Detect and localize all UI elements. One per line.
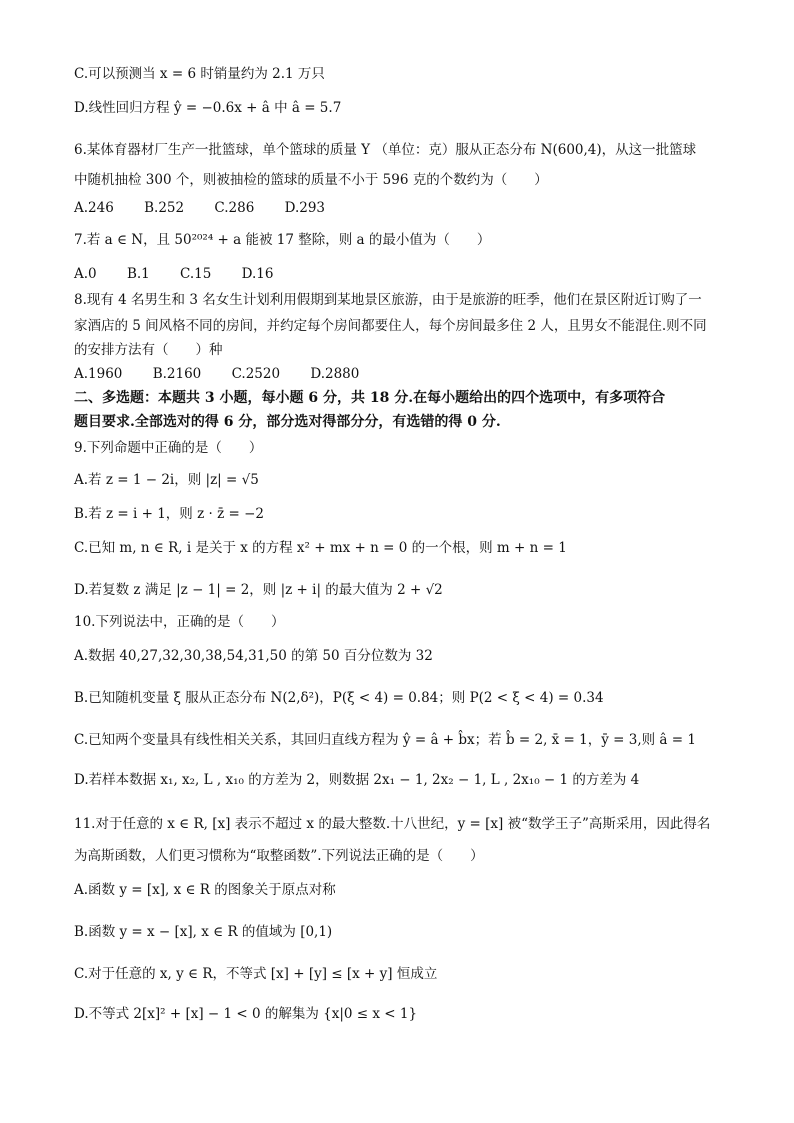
section2-header-line2: 题目要求.全部选对的得 6 分，部分选对得部分分，有选错的得 0 分.: [74, 414, 501, 430]
q6-option-c: C.286: [214, 200, 255, 216]
q9-option-a: A.若 z = 1 − 2i，则 |z| = √5: [74, 472, 259, 488]
q11-option-d: D.不等式 2[x]² + [x] − 1 < 0 的解集为 {x|0 ≤ x < 1}: [74, 1006, 418, 1022]
q8-stem-line3: 的安排方法有（ ）种: [74, 342, 223, 358]
q6-option-d: D.293: [284, 200, 326, 216]
q8-option-c: C.2520: [231, 366, 281, 382]
q9-option-d: D.若复数 z 满足 |z − 1| = 2，则 |z + i| 的最大值为 2 + √2: [74, 582, 443, 598]
q7-option-d: D.16: [241, 266, 274, 282]
q10-option-c: C.已知两个变量具有线性相关关系，其回归直线方程为 ŷ = â + b̂x；若 b̂ = 2, x̄ = 1，ȳ = 3,则 â = 1: [74, 732, 696, 748]
q5-option-d: D.线性回归方程 ŷ = −0.6x + â 中 â = 5.7: [74, 100, 342, 116]
q8-option-b: B.2160: [152, 366, 202, 382]
q9-stem: 9.下列命题中正确的是（ ）: [74, 440, 263, 456]
q6-option-a: A.246: [74, 200, 114, 216]
q10-option-b: B.已知随机变量 ξ 服从正态分布 N(2,δ²)，P(ξ < 4) = 0.84；则 P(2 < ξ < 4) = 0.34: [74, 690, 604, 706]
q8-options: [74, 364, 724, 384]
q6-stem-line2: 中随机抽检 300 个，则被抽检的篮球的质量不小于 596 克的个数约为（ ）: [74, 172, 548, 188]
q7-option-a: A.0: [74, 266, 97, 282]
q11-option-b: B.函数 y = x − [x], x ∈ R 的值域为 [0,1): [74, 924, 333, 940]
q6-option-b: B.252: [144, 200, 185, 216]
q6-options: [74, 198, 724, 218]
q7-stem: 7.若 a ∈ N，且 50²⁰²⁴ + a 能被 17 整除，则 a 的最小值为（ ）: [74, 232, 491, 248]
q8-option-a: A.1960: [74, 366, 123, 382]
q10-option-a: A.数据 40,27,32,30,38,54,31,50 的第 50 百分位数为 32: [74, 648, 433, 664]
q11-option-a: A.函数 y = [x], x ∈ R 的图象关于原点对称: [74, 882, 336, 898]
q6-stem-line1: 6.某体育器材厂生产一批篮球，单个篮球的质量 Y （单位：克）服从正态分布 N(600,4)，从这一批篮球: [74, 142, 697, 158]
q7-options: [74, 264, 724, 284]
q11-stem-line1: 11.对于任意的 x ∈ R, [x] 表示不超过 x 的最大整数.十八世纪，y = [x] 被“数学王子”高斯采用，因此得名: [74, 816, 711, 832]
q5-option-c: C.可以预测当 x = 6 时销量约为 2.1 万只: [74, 66, 325, 82]
q7-option-c: C.15: [180, 266, 212, 282]
q7-option-b: B.1: [126, 266, 150, 282]
q9-option-b: B.若 z = i + 1，则 z · z̄ = −2: [74, 506, 264, 522]
section2-header-line1: 二、多选题：本题共 3 小题，每小题 6 分，共 18 分.在每小题给出的四个选项中，有多项符合: [74, 390, 666, 406]
q8-stem-line2: 家酒店的 5 间风格不同的房间，并约定每个房间都要住人，每个房间最多住 2 人，且男女不能混住.则不同: [74, 318, 707, 334]
q10-option-d: D.若样本数据 x₁, x₂, L , x₁₀ 的方差为 2，则数据 2x₁ − 1, 2x₂ − 1, L , 2x₁₀ − 1 的方差为 4: [74, 772, 640, 788]
q8-option-d: D.2880: [310, 366, 360, 382]
q9-option-c: C.已知 m, n ∈ R, i 是关于 x 的方程 x² + mx + n = 0 的一个根，则 m + n = 1: [74, 540, 567, 556]
q8-stem-line1: 8.现有 4 名男生和 3 名女生计划利用假期到某地景区旅游，由于是旅游的旺季，他们在景区附近订购了一: [74, 292, 702, 308]
q11-stem-line2: 为高斯函数，人们更习惯称为“取整函数”.下列说法正确的是（ ）: [74, 848, 484, 864]
q10-stem: 10.下列说法中，正确的是（ ）: [74, 614, 285, 630]
q11-option-c: C.对于任意的 x, y ∈ R，不等式 [x] + [y] ≤ [x + y] 恒成立: [74, 966, 438, 982]
